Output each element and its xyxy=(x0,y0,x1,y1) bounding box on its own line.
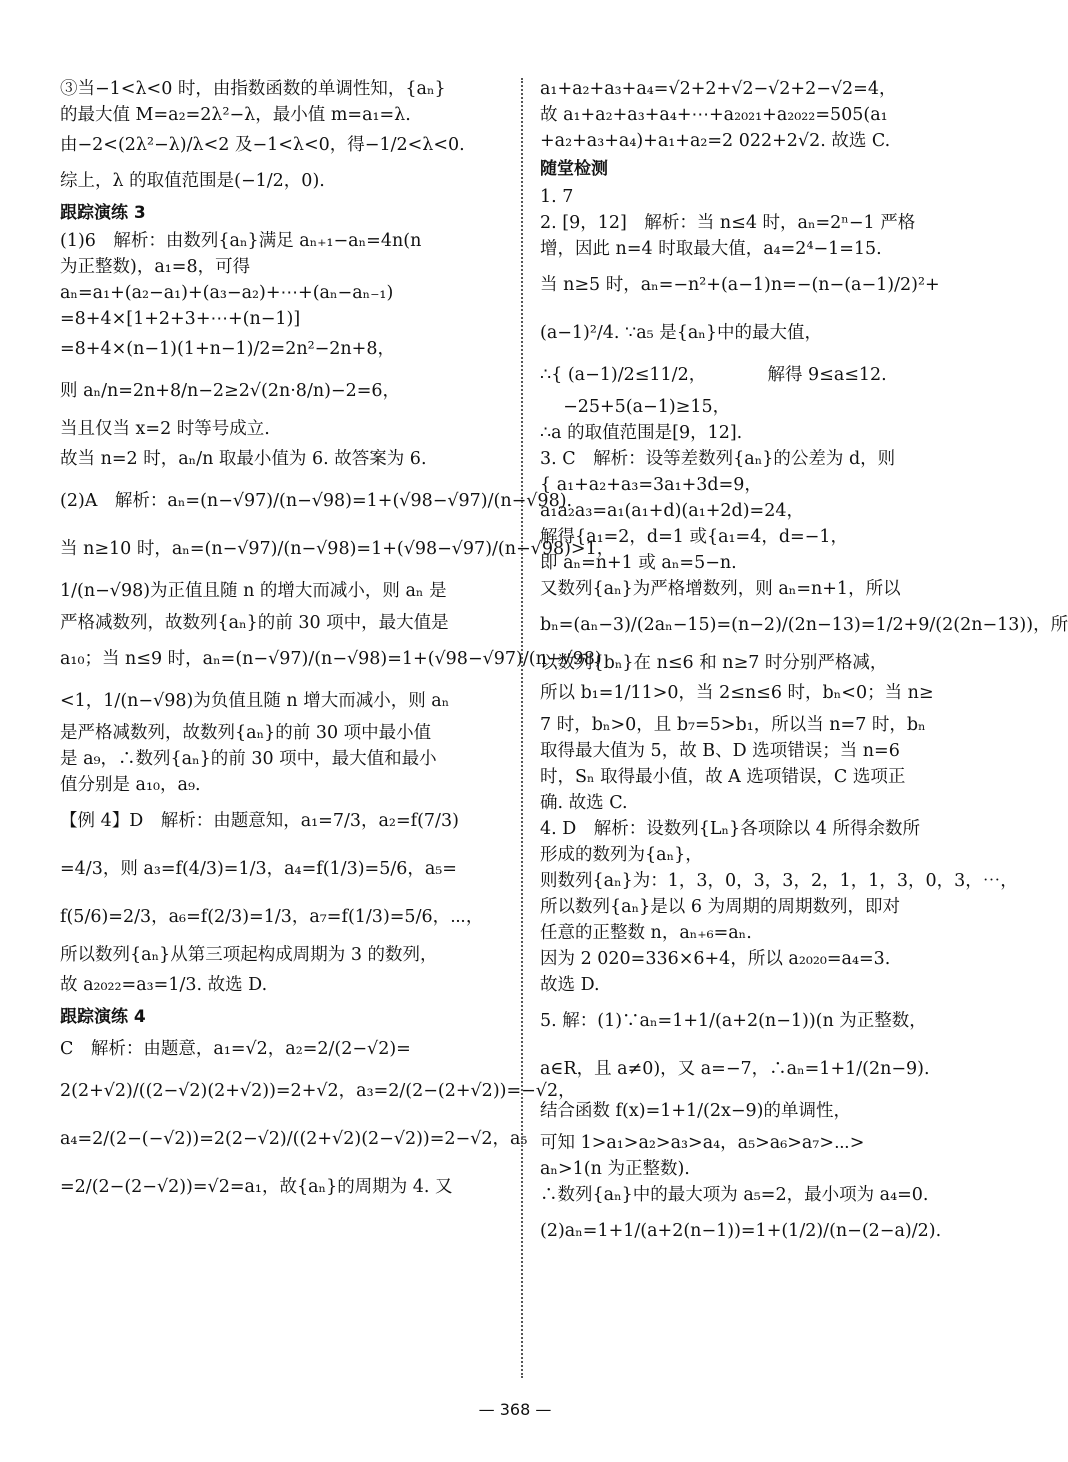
text-line: 3. C 解析：设等差数列{aₙ}的公差为 d，则 xyxy=(540,449,896,469)
text-line: +a₂+a₃+a₄)+a₁+a₂=2 022+2√2. 故选 C. xyxy=(540,131,891,151)
text-line: 为正整数)，a₁=8，可得 xyxy=(60,257,251,277)
text-line: 增，因此 n=4 时取最大值，a₄=2⁴−1=15. xyxy=(540,239,882,259)
text-line: 故 a₁+a₂+a₃+a₄+⋯+a₂₀₂₁+a₂₀₂₂=505(a₁ xyxy=(540,105,888,125)
text-line: 故选 D. xyxy=(540,975,600,995)
text-line: 当 n≥5 时，aₙ=−n²+(a−1)n=−(n−(a−1)/2)²+ xyxy=(540,275,940,295)
right-column xyxy=(540,78,1068,1258)
text-line: 2. [9，12] 解析：当 n≤4 时，aₙ=2ⁿ−1 严格 xyxy=(540,213,916,233)
text-line: f(5/6)=2/3，a₆=f(2/3)=1/3，a₇=f(1/3)=5/6，⋯， xyxy=(60,907,484,927)
text-line: ∴{ (a−1)/2≤11/2， 解得 9≤a≤12. xyxy=(540,365,887,385)
text-line: 2(2+√2)/((2−√2)(2+√2))=2+√2，a₃=2/(2−(2+√2))=−√2， xyxy=(60,1081,576,1101)
text-line: (2)A 解析：aₙ=(n−√97)/(n−√98)=1+(√98−√97)/(n−√98). xyxy=(60,491,573,511)
text-line: a₁a₂a₃=a₁(a₁+d)(a₁+2d)=24， xyxy=(540,501,804,521)
text-line: 取得最大值为 5，故 B、D 选项错误；当 n=6 xyxy=(540,741,900,761)
text-line: <1，1/(n−√98)为负值且随 n 增大而减小，则 aₙ xyxy=(60,691,450,711)
text-line: 值分别是 a₁₀，a₉. xyxy=(60,775,201,795)
text-line: 1. 7 xyxy=(540,187,574,207)
text-line: (a−1)²/4. ∵a₅ 是{aₙ}中的最大值， xyxy=(540,323,822,343)
text-line: 当 n≥10 时，aₙ=(n−√97)/(n−√98)=1+(√98−√97)/(n−√98)>1， xyxy=(60,539,615,559)
text-line: 又数列{aₙ}为严格增数列，则 aₙ=n+1，所以 xyxy=(540,579,901,599)
text-line: 的最大值 M=a₂=2λ²−λ，最小值 m=a₁=λ. xyxy=(60,105,411,125)
text-line: 是严格减数列，故数列{aₙ}的前 30 项中最小值 xyxy=(60,723,432,743)
section-heading: 跟踪演练 4 xyxy=(60,1007,146,1027)
text-line: 综上，λ 的取值范围是(−1/2，0). xyxy=(60,171,325,191)
text-line: 确. 故选 C. xyxy=(540,793,628,813)
text-line: 严格减数列，故数列{aₙ}的前 30 项中，最大值是 xyxy=(60,613,449,633)
text-line: ③当−1<λ<0 时，由指数函数的单调性知，{aₙ} xyxy=(60,79,446,99)
text-line: 即 aₙ=n+1 或 aₙ=5−n. xyxy=(540,553,737,573)
text-line: a∈R，且 a≠0)，又 a=−7，∴aₙ=1+1/(2n−9). xyxy=(540,1059,930,1079)
text-line: 时，Sₙ 取得最小值，故 A 选项错误，C 选项正 xyxy=(540,767,906,787)
text-line: (2)aₙ=1+1/(a+2(n−1))=1+(1/2)/(n−(2−a)/2). xyxy=(540,1221,942,1241)
text-line: 所以数列{aₙ}从第三项起构成周期为 3 的数列， xyxy=(60,945,438,965)
text-line: 7 时，bₙ>0，且 b₇=5>b₁，所以当 n=7 时，bₙ xyxy=(540,715,926,735)
text-line: 当且仅当 x=2 时等号成立. xyxy=(60,419,270,439)
text-line: 是 a₉，∴数列{aₙ}的前 30 项中，最大值和最小 xyxy=(60,749,437,769)
text-line: =2/(2−(2−√2))=√2=a₁，故{aₙ}的周期为 4. 又 xyxy=(60,1177,453,1197)
text-line: a₁₀；当 n≤9 时，aₙ=(n−√97)/(n−√98)=1+(√98−√97)/(n−√98) xyxy=(60,649,602,669)
text-line: 解得{a₁=2，d=1 或{a₁=4，d=−1， xyxy=(540,527,848,547)
text-line: a₄=2/(2−(−√2))=2(2−√2)/((2+√2)(2−√2))=2−√2，a₅ xyxy=(60,1129,528,1149)
text-line: 4. D 解析：设数列{Lₙ}各项除以 4 所得余数所 xyxy=(540,819,921,839)
text-line: C 解析：由题意，a₁=√2，a₂=2/(2−√2)= xyxy=(60,1039,411,1059)
page-number: — 368 — xyxy=(478,1400,552,1419)
text-line: =4/3，则 a₃=f(4/3)=1/3，a₄=f(1/3)=5/6，a₅= xyxy=(60,859,457,879)
text-line: (1)6 解析：由数列{aₙ}满足 aₙ₊₁−aₙ=4n(n xyxy=(60,231,422,251)
text-line: 因为 2 020=336×6+4，所以 a₂₀₂₀=a₄=3. xyxy=(540,949,891,969)
text-line: 1/(n−√98)为正值且随 n 的增大而减小，则 aₙ 是 xyxy=(60,581,447,601)
text-line: { a₁+a₂+a₃=3a₁+3d=9， xyxy=(540,475,762,495)
text-line: 由−2<(2λ²−λ)/λ<2 及−1<λ<0，得−1/2<λ<0. xyxy=(60,135,465,155)
text-line: =8+4×(n−1)(1+n−1)/2=2n²−2n+8， xyxy=(60,339,395,359)
text-line: =8+4×[1+2+3+⋯+(n−1)] xyxy=(60,309,301,329)
text-line: −25+5(a−1)≥15， xyxy=(540,397,731,417)
section-heading: 随堂检测 xyxy=(540,159,608,179)
text-line: 故 a₂₀₂₂=a₃=1/3. 故选 D. xyxy=(60,975,268,995)
text-line: 【例 4】D 解析：由题意知，a₁=7/3，a₂=f(7/3) xyxy=(60,811,459,831)
text-line: 以数列{bₙ}在 n≤6 和 n≥7 时分别严格减， xyxy=(540,653,888,673)
text-line: 5. 解：(1)∵aₙ=1+1/(a+2(n−1))(n 为正整数， xyxy=(540,1011,927,1031)
text-line: 可知 1>a₁>a₂>a₃>a₄，a₅>a₆>a₇>⋯> xyxy=(540,1133,865,1153)
text-line: ∴数列{aₙ}中的最大项为 a₅=2，最小项为 a₄=0. xyxy=(540,1185,929,1205)
section-heading: 跟踪演练 3 xyxy=(60,203,146,223)
text-line: 则 aₙ/n=2n+8/n−2≥2√(2n·8/n)−2=6， xyxy=(60,381,401,401)
text-line: aₙ>1(n 为正整数). xyxy=(540,1159,690,1179)
text-line: a₁+a₂+a₃+a₄=√2+2+√2−√2+2−√2=4， xyxy=(540,79,897,99)
text-line: 形成的数列为{aₙ}， xyxy=(540,845,703,865)
text-line: 所以 b₁=1/11>0，当 2≤n≤6 时，bₙ<0；当 n≥ xyxy=(540,683,934,703)
text-line: 结合函数 f(x)=1+1/(2x−9)的单调性， xyxy=(540,1101,852,1121)
text-line: bₙ=(aₙ−3)/(2aₙ−15)=(n−2)/(2n−13)=1/2+9/(2(2n−13))，所 xyxy=(540,615,1068,635)
text-line: 任意的正整数 n，aₙ₊₆=aₙ. xyxy=(540,923,752,943)
column-divider xyxy=(521,78,523,1378)
text-line: aₙ=a₁+(a₂−a₁)+(a₃−a₂)+⋯+(aₙ−aₙ₋₁) xyxy=(60,283,394,303)
text-line: ∴a 的取值范围是[9，12]. xyxy=(540,423,743,443)
text-line: 所以数列{aₙ}是以 6 为周期的周期数列，即对 xyxy=(540,897,901,917)
text-line: 则数列{aₙ}为：1，3，0，3，3，2，1，1，3，0，3，⋯， xyxy=(540,871,1018,891)
text-line: 故当 n=2 时，aₙ/n 取最小值为 6. 故答案为 6. xyxy=(60,449,427,469)
